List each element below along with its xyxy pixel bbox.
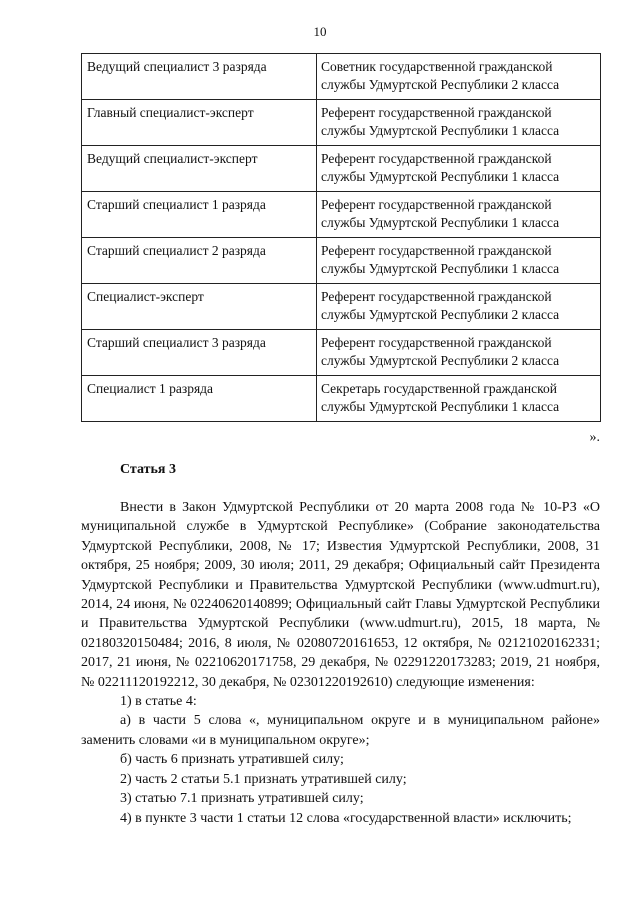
- page-number: 10: [313, 24, 327, 39]
- amendment-item: 4) в пункте 3 части 1 статьи 12 слова «государственной власти» исключить;: [120, 810, 572, 826]
- class-rank-cell: Референт государственной гражданской службы Удмуртской Республики 1 класса: [317, 192, 601, 238]
- position-cell: Ведущий специалист 3 разряда: [82, 54, 317, 100]
- position-cell: Ведущий специалист-эксперт: [82, 146, 317, 192]
- amendment-list: [81, 692, 600, 828]
- amendment-item: 2) часть 2 статьи 5.1 признать утратившей силу;: [120, 771, 407, 787]
- amendment-item: б) часть 6 признать утратившей силу;: [120, 752, 344, 768]
- amendment-item: 1) в статье 4:: [120, 694, 197, 710]
- table-row: [82, 376, 601, 422]
- table-row: [82, 284, 601, 330]
- article-body: [81, 498, 600, 828]
- table-row: [82, 192, 601, 238]
- position-cell: Старший специалист 2 разряда: [82, 238, 317, 284]
- position-cell: Специалист 1 разряда: [82, 376, 317, 422]
- position-cell: Старший специалист 1 разряда: [82, 192, 317, 238]
- class-rank-cell: Референт государственной гражданской службы Удмуртской Республики 2 класса: [317, 330, 601, 376]
- class-rank-cell: Референт государственной гражданской службы Удмуртской Республики 1 класса: [317, 238, 601, 284]
- table-row: [82, 100, 601, 146]
- position-cell: Специалист-эксперт: [82, 284, 317, 330]
- class-rank-cell: Референт государственной гражданской службы Удмуртской Республики 1 класса: [317, 100, 601, 146]
- amendment-item: 3) статью 7.1 признать утратившей силу;: [120, 791, 364, 807]
- article-title: Статья 3: [120, 462, 176, 477]
- table-row: [82, 146, 601, 192]
- position-cell: Главный специалист-эксперт: [82, 100, 317, 146]
- rank-equivalence-table: [81, 53, 601, 422]
- table-row: [82, 54, 601, 100]
- article-intro-paragraph: Внести в Закон Удмуртской Республики от 20 марта 2008 года № 10-РЗ «О муниципальной службе в Удмуртской Республике» (Собрание законодательства Удмуртской Республики, 2008, № 17; Известия Удмуртской Республики, 2008, 31 октября, 25 ноября; 2009, 30 июля; 2011, 29 декабря; Официальный сайт Президента Удмуртской Республики и Правительства Удмуртской Республики (www.udmurt.ru), 2014, 24 июня, № 02240620140899; Официальный сайт Главы Удмуртской Республики и Правительства Удмуртской Республики (www.udmurt.ru), 2015, 18 марта, № 02180320150484; 2016, 8 июля, № 02080720161653, 12 октября, № 02121020162331; 2017, 21 июня, № 02210620171758, 29 декабря, № 02291220173283; 2019, 21 ноября, № 02211120192212, 30 декабря, № 02301220192610) следующие изменения:: [81, 500, 600, 690]
- class-rank-cell: Советник государственной гражданской службы Удмуртской Республики 2 класса: [317, 54, 601, 100]
- closing-quote-mark: ».: [589, 430, 600, 445]
- class-rank-cell: Референт государственной гражданской службы Удмуртской Республики 1 класса: [317, 146, 601, 192]
- amendment-item: а) в части 5 слова «, муниципальном округе и в муниципальном районе» заменить словами «и в муниципальном округе»;: [81, 713, 600, 748]
- table-row: [82, 330, 601, 376]
- position-cell: Старший специалист 3 разряда: [82, 330, 317, 376]
- class-rank-cell: Секретарь государственной гражданской службы Удмуртской Республики 1 класса: [317, 376, 601, 422]
- table-row: [82, 238, 601, 284]
- class-rank-cell: Референт государственной гражданской службы Удмуртской Республики 2 класса: [317, 284, 601, 330]
